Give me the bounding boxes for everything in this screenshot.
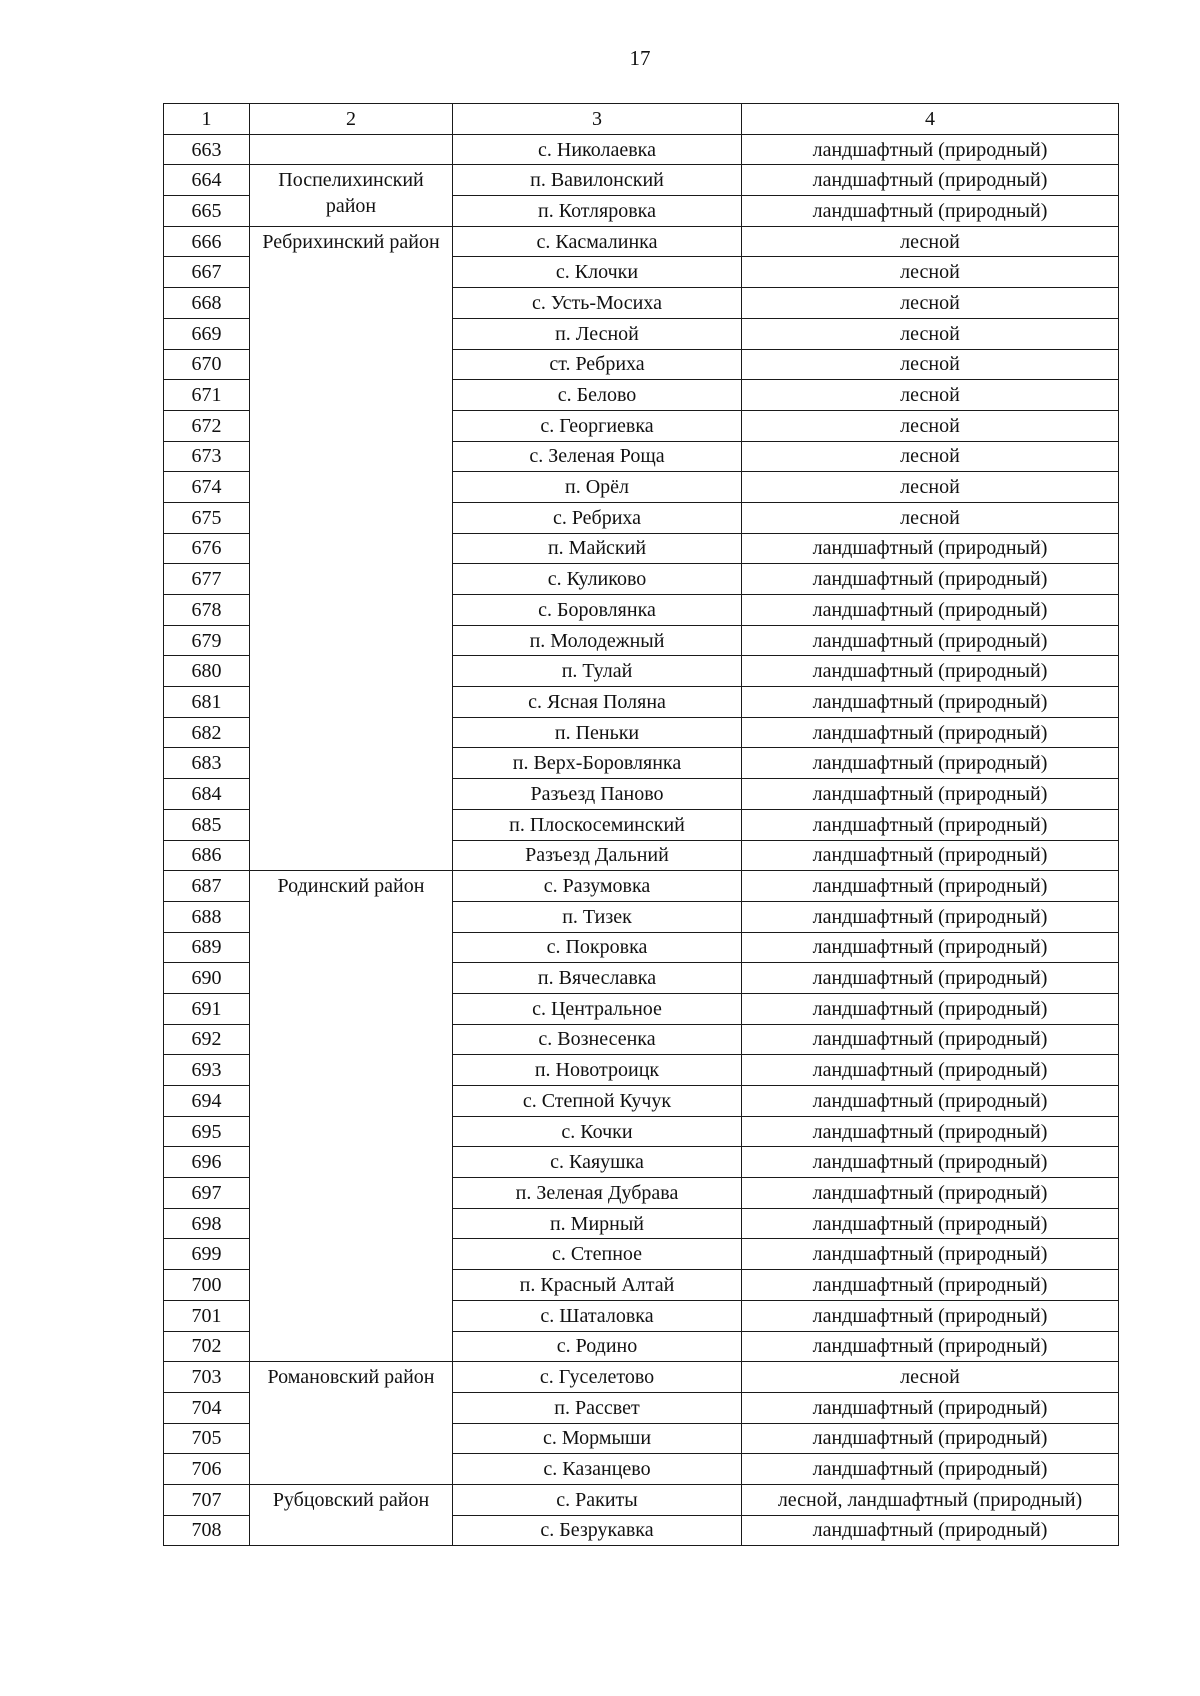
settlement-cell: с. Боровлянка	[453, 595, 742, 626]
settlement-cell: с. Белово	[453, 380, 742, 411]
row-number-cell: 690	[164, 963, 250, 994]
settlement-cell: п. Пеньки	[453, 717, 742, 748]
table-row	[164, 1362, 1119, 1393]
district-cell: Родинский район	[250, 871, 453, 1362]
type-cell: ландшафтный (природный)	[742, 1024, 1119, 1055]
settlement-cell: п. Лесной	[453, 318, 742, 349]
row-number-cell: 688	[164, 901, 250, 932]
settlement-cell: ст. Ребриха	[453, 349, 742, 380]
type-cell: ландшафтный (природный)	[742, 779, 1119, 810]
row-number-cell: 677	[164, 564, 250, 595]
type-cell: лесной	[742, 288, 1119, 319]
settlement-cell: п. Вавилонский	[453, 165, 742, 196]
row-number-cell: 676	[164, 533, 250, 564]
row-number-cell: 707	[164, 1484, 250, 1515]
settlement-cell: с. Разумовка	[453, 871, 742, 902]
row-number-cell: 706	[164, 1454, 250, 1485]
settlement-cell: с. Каяушка	[453, 1147, 742, 1178]
type-cell: ландшафтный (природный)	[742, 1178, 1119, 1209]
settlement-cell: п. Котляровка	[453, 196, 742, 227]
row-number-cell: 697	[164, 1178, 250, 1209]
settlement-cell: с. Покровка	[453, 932, 742, 963]
settlement-cell: с. Ясная Поляна	[453, 687, 742, 718]
row-number-cell: 664	[164, 165, 250, 196]
row-number-cell: 708	[164, 1515, 250, 1546]
type-cell: лесной	[742, 1362, 1119, 1393]
settlement-cell: с. Шаталовка	[453, 1300, 742, 1331]
row-number-cell: 693	[164, 1055, 250, 1086]
row-number-cell: 683	[164, 748, 250, 779]
table-row	[164, 165, 1119, 196]
settlement-cell: п. Рассвет	[453, 1392, 742, 1423]
settlement-cell: с. Николаевка	[453, 134, 742, 165]
type-cell: лесной	[742, 318, 1119, 349]
district-cell: Рубцовский район	[250, 1484, 453, 1545]
row-number-cell: 692	[164, 1024, 250, 1055]
district-cell: Ребрихинский район	[250, 226, 453, 870]
table-body	[164, 104, 1119, 1546]
header-cell-number: 1	[164, 104, 250, 135]
type-cell: лесной, ландшафтный (природный)	[742, 1484, 1119, 1515]
type-cell: ландшафтный (природный)	[742, 932, 1119, 963]
settlement-cell: с. Георгиевка	[453, 410, 742, 441]
type-cell: ландшафтный (природный)	[742, 1116, 1119, 1147]
row-number-cell: 695	[164, 1116, 250, 1147]
type-cell: ландшафтный (природный)	[742, 533, 1119, 564]
header-cell-district: 2	[250, 104, 453, 135]
type-cell: ландшафтный (природный)	[742, 1239, 1119, 1270]
row-number-cell: 691	[164, 993, 250, 1024]
type-cell: лесной	[742, 380, 1119, 411]
settlement-cell: п. Тулай	[453, 656, 742, 687]
type-cell: ландшафтный (природный)	[742, 840, 1119, 871]
settlement-cell: с. Ракиты	[453, 1484, 742, 1515]
district-cell: Романовский район	[250, 1362, 453, 1485]
type-cell: лесной	[742, 226, 1119, 257]
type-cell: ландшафтный (природный)	[742, 564, 1119, 595]
settlement-cell: п. Верх-Боровлянка	[453, 748, 742, 779]
row-number-cell: 699	[164, 1239, 250, 1270]
row-number-cell: 698	[164, 1208, 250, 1239]
settlement-cell: п. Плоскосеминский	[453, 809, 742, 840]
type-cell: лесной	[742, 502, 1119, 533]
settlement-cell: п. Молодежный	[453, 625, 742, 656]
page-number: 17	[629, 46, 651, 70]
row-number-cell: 678	[164, 595, 250, 626]
row-number-cell: 684	[164, 779, 250, 810]
type-cell: ландшафтный (природный)	[742, 1423, 1119, 1454]
settlement-cell: п. Красный Алтай	[453, 1270, 742, 1301]
row-number-cell: 702	[164, 1331, 250, 1362]
type-cell: ландшафтный (природный)	[742, 656, 1119, 687]
row-number-cell: 689	[164, 932, 250, 963]
settlement-cell: с. Центральное	[453, 993, 742, 1024]
row-number-cell: 663	[164, 134, 250, 165]
type-cell: ландшафтный (природный)	[742, 625, 1119, 656]
table-row	[164, 1484, 1119, 1515]
type-cell: ландшафтный (природный)	[742, 196, 1119, 227]
table-row	[164, 871, 1119, 902]
settlement-cell: с. Гуселетово	[453, 1362, 742, 1393]
settlement-cell: п. Новотроицк	[453, 1055, 742, 1086]
row-number-cell: 687	[164, 871, 250, 902]
settlement-cell: п. Зеленая Дубрава	[453, 1178, 742, 1209]
settlement-cell: п. Вячеславка	[453, 963, 742, 994]
type-cell: лесной	[742, 441, 1119, 472]
settlement-cell: с. Степное	[453, 1239, 742, 1270]
type-cell: ландшафтный (природный)	[742, 1147, 1119, 1178]
row-number-cell: 673	[164, 441, 250, 472]
table-row	[164, 226, 1119, 257]
type-cell: ландшафтный (природный)	[742, 748, 1119, 779]
type-cell: ландшафтный (природный)	[742, 595, 1119, 626]
type-cell: ландшафтный (природный)	[742, 993, 1119, 1024]
type-cell: лесной	[742, 257, 1119, 288]
settlement-cell: Разъезд Дальний	[453, 840, 742, 871]
settlement-cell: п. Тизек	[453, 901, 742, 932]
table-row	[164, 134, 1119, 165]
type-cell: ландшафтный (природный)	[742, 1055, 1119, 1086]
settlement-cell: с. Куликово	[453, 564, 742, 595]
row-number-cell: 705	[164, 1423, 250, 1454]
row-number-cell: 680	[164, 656, 250, 687]
row-number-cell: 694	[164, 1086, 250, 1117]
settlement-cell: с. Вознесенка	[453, 1024, 742, 1055]
district-cell	[250, 134, 453, 165]
type-cell: ландшафтный (природный)	[742, 1454, 1119, 1485]
settlement-cell: с. Усть-Мосиха	[453, 288, 742, 319]
type-cell: ландшафтный (природный)	[742, 134, 1119, 165]
type-cell: лесной	[742, 472, 1119, 503]
settlement-cell: с. Мормыши	[453, 1423, 742, 1454]
settlements-table	[163, 103, 1119, 1546]
row-number-cell: 675	[164, 502, 250, 533]
row-number-cell: 696	[164, 1147, 250, 1178]
row-number-cell: 670	[164, 349, 250, 380]
type-cell: лесной	[742, 410, 1119, 441]
row-number-cell: 669	[164, 318, 250, 349]
type-cell: ландшафтный (природный)	[742, 809, 1119, 840]
type-cell: ландшафтный (природный)	[742, 717, 1119, 748]
settlement-cell: с. Казанцево	[453, 1454, 742, 1485]
type-cell: ландшафтный (природный)	[742, 687, 1119, 718]
type-cell: ландшафтный (природный)	[742, 1086, 1119, 1117]
district-cell: Поспелихинский район	[250, 165, 453, 226]
row-number-cell: 666	[164, 226, 250, 257]
type-cell: ландшафтный (природный)	[742, 871, 1119, 902]
row-number-cell: 668	[164, 288, 250, 319]
type-cell: ландшафтный (природный)	[742, 165, 1119, 196]
type-cell: ландшафтный (природный)	[742, 963, 1119, 994]
header-cell-settlement: 3	[453, 104, 742, 135]
settlement-cell: п. Мирный	[453, 1208, 742, 1239]
settlement-cell: с. Зеленая Роща	[453, 441, 742, 472]
type-cell: ландшафтный (природный)	[742, 1331, 1119, 1362]
row-number-cell: 700	[164, 1270, 250, 1301]
settlement-cell: п. Майский	[453, 533, 742, 564]
settlement-cell: с. Родино	[453, 1331, 742, 1362]
row-number-cell: 703	[164, 1362, 250, 1393]
type-cell: ландшафтный (природный)	[742, 901, 1119, 932]
settlement-cell: п. Орёл	[453, 472, 742, 503]
settlement-cell: с. Ребриха	[453, 502, 742, 533]
type-cell: ландшафтный (природный)	[742, 1208, 1119, 1239]
row-number-cell: 704	[164, 1392, 250, 1423]
row-number-cell: 701	[164, 1300, 250, 1331]
row-number-cell: 665	[164, 196, 250, 227]
row-number-cell: 679	[164, 625, 250, 656]
type-cell: ландшафтный (природный)	[742, 1392, 1119, 1423]
settlement-cell: Разъезд Паново	[453, 779, 742, 810]
settlement-cell: с. Безрукавка	[453, 1515, 742, 1546]
row-number-cell: 681	[164, 687, 250, 718]
type-cell: ландшафтный (природный)	[742, 1270, 1119, 1301]
row-number-cell: 672	[164, 410, 250, 441]
settlement-cell: с. Кочки	[453, 1116, 742, 1147]
type-cell: лесной	[742, 349, 1119, 380]
row-number-cell: 674	[164, 472, 250, 503]
row-number-cell: 667	[164, 257, 250, 288]
row-number-cell: 686	[164, 840, 250, 871]
table-header-row	[164, 104, 1119, 135]
type-cell: ландшафтный (природный)	[742, 1515, 1119, 1546]
type-cell: ландшафтный (природный)	[742, 1300, 1119, 1331]
row-number-cell: 682	[164, 717, 250, 748]
settlement-cell: с. Клочки	[453, 257, 742, 288]
row-number-cell: 671	[164, 380, 250, 411]
settlement-cell: с. Степной Кучук	[453, 1086, 742, 1117]
row-number-cell: 685	[164, 809, 250, 840]
header-cell-type: 4	[742, 104, 1119, 135]
settlement-cell: с. Касмалинка	[453, 226, 742, 257]
